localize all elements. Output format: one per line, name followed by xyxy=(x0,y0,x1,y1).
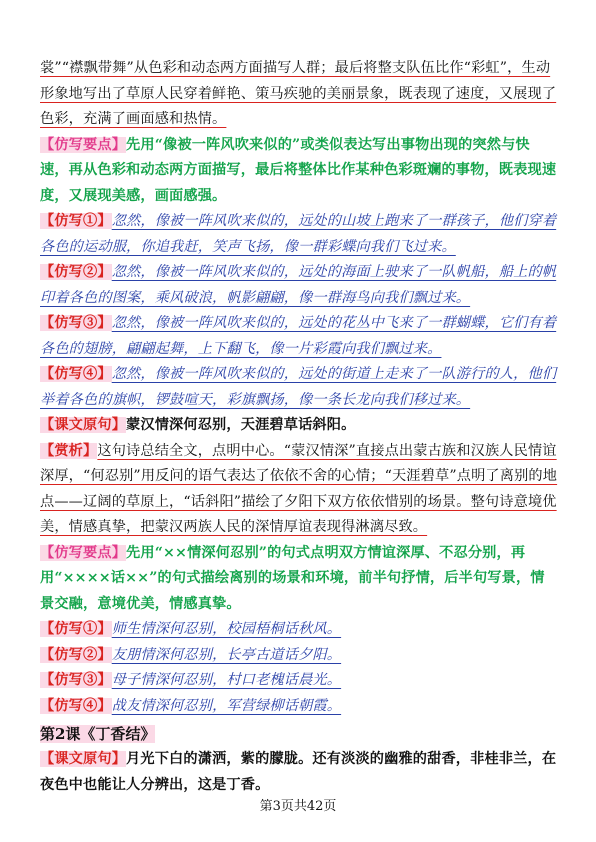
imitation-1-3-tag: 【仿写③】 xyxy=(40,315,112,331)
imitation-1-4-tag: 【仿写④】 xyxy=(40,366,112,382)
imitation-2-3-text: 母子情深何忍别，村口老槐话晨光。 xyxy=(111,672,342,688)
original-sentence-2-tag: 【课文原句】 xyxy=(40,751,127,767)
imitation-1-4 xyxy=(40,362,558,413)
lesson-2-title-text: 第2课《丁香结》 xyxy=(40,725,156,743)
page-number: 第3页共42页 xyxy=(259,799,337,814)
appreciation-tag: 【赏析】 xyxy=(40,442,98,459)
appreciation-text: 这句诗总结全文，点明中心。“蒙汉情深”直接点出蒙古族和汉族人民情谊深厚，“何忍别”用反问的语气表达了依依不舍的心情；“天涯碧草”点明了离别的地点——辽阔的草原上，“话斜阳”描绘了夕阳下双方依依惜别的场景。整句诗意境优美，情感真挚，把蒙汉两族人民的深情厚谊表现得淋漓尽致。 xyxy=(40,442,558,535)
key-points-2-text: 先用“××情深何忍别”的句式点明双方情谊深厚、不忍分别，再用“××××话××”的句式描绘离别的场景和环境，前半句抒情，后半句写景，情景交融，意境优美，情感真挚。 xyxy=(40,544,545,612)
page-content xyxy=(40,56,558,798)
imitation-2-1-tag: 【仿写①】 xyxy=(40,621,112,637)
imitation-2-2-text: 友朋情深何忍别，长亭古道话夕阳。 xyxy=(111,646,342,663)
key-points-2 xyxy=(40,541,558,618)
key-points-1-tag: 【仿写要点】 xyxy=(40,136,127,153)
intro-text: 裳”“襟飘带舞”从色彩和动态两方面描写人群；最后将整支队伍比作“彩虹”，生动形象地写出了草原人民穿着鲜艳、策马疾驰的美丽景象，既表现了速度，又展现了色彩，充满了画面感和热情。 xyxy=(40,60,557,127)
lesson-2-title xyxy=(40,721,558,747)
intro-paragraph xyxy=(40,56,558,133)
original-sentence-2 xyxy=(40,747,558,798)
imitation-1-2-text: 忽然，像被一阵风吹来似的，远处的海面上驶来了一队帆船，船上的帆印着各色的图案，乘风破浪，帆影翩翩，像一群海鸟向我们飘过来。 xyxy=(40,264,557,306)
imitation-2-3-tag: 【仿写③】 xyxy=(40,672,112,688)
appreciation xyxy=(40,439,558,541)
original-sentence-1-text: 蒙汉情深何忍别，天涯碧草话斜阳。 xyxy=(126,417,356,433)
imitation-1-1 xyxy=(40,209,558,260)
imitation-2-1 xyxy=(40,617,558,643)
imitation-2-4-text: 战友情深何忍别，军营绿柳话朝霞。 xyxy=(111,697,342,714)
imitation-1-1-text: 忽然，像被一阵风吹来似的，远处的山坡上跑来了一群孩子，他们穿着各色的运动服，你追我赶，笑声飞扬，像一群彩蝶向我们飞过来。 xyxy=(40,213,557,255)
imitation-2-4-tag: 【仿写④】 xyxy=(40,697,112,714)
page-footer xyxy=(0,795,596,814)
imitation-2-2 xyxy=(40,643,558,669)
imitation-2-2-tag: 【仿写②】 xyxy=(40,646,112,663)
original-sentence-2-text: 月光下白的潇洒，紫的朦胧。还有淡淡的幽雅的甜香，非桂非兰，在夜色中也能让人分辨出，这是丁香。 xyxy=(40,751,557,793)
imitation-1-1-tag: 【仿写①】 xyxy=(40,213,112,229)
key-points-2-tag: 【仿写要点】 xyxy=(40,544,127,561)
key-points-1-text: 先用“像被一阵风吹来似的”或类似表达写出事物出现的突然与快速，再从色彩和动态两方面描写，最后将整体比作某种色彩斑斓的事物，既表现速度，又展现美感，画面感强。 xyxy=(40,136,557,204)
imitation-1-2-tag: 【仿写②】 xyxy=(40,264,112,280)
original-sentence-1 xyxy=(40,413,558,439)
imitation-2-1-text: 师生情深何忍别，校园梧桐话秋风。 xyxy=(111,621,342,637)
imitation-1-3-text: 忽然，像被一阵风吹来似的，远处的花丛中飞来了一群蝴蝶，它们有着各色的翅膀，翩翩起舞，上下翻飞，像一片彩霞向我们飘过来。 xyxy=(40,315,557,357)
imitation-1-2 xyxy=(40,260,558,311)
imitation-1-4-text: 忽然，像被一阵风吹来似的，远处的街道上走来了一队游行的人，他们举着各色的旗帜，锣鼓喧天，彩旗飘扬，像一条长龙向我们移过来。 xyxy=(40,366,557,408)
imitation-2-3 xyxy=(40,668,558,694)
imitation-2-4 xyxy=(40,694,558,720)
imitation-1-3 xyxy=(40,311,558,362)
original-sentence-1-tag: 【课文原句】 xyxy=(40,417,127,433)
key-points-1 xyxy=(40,133,558,210)
